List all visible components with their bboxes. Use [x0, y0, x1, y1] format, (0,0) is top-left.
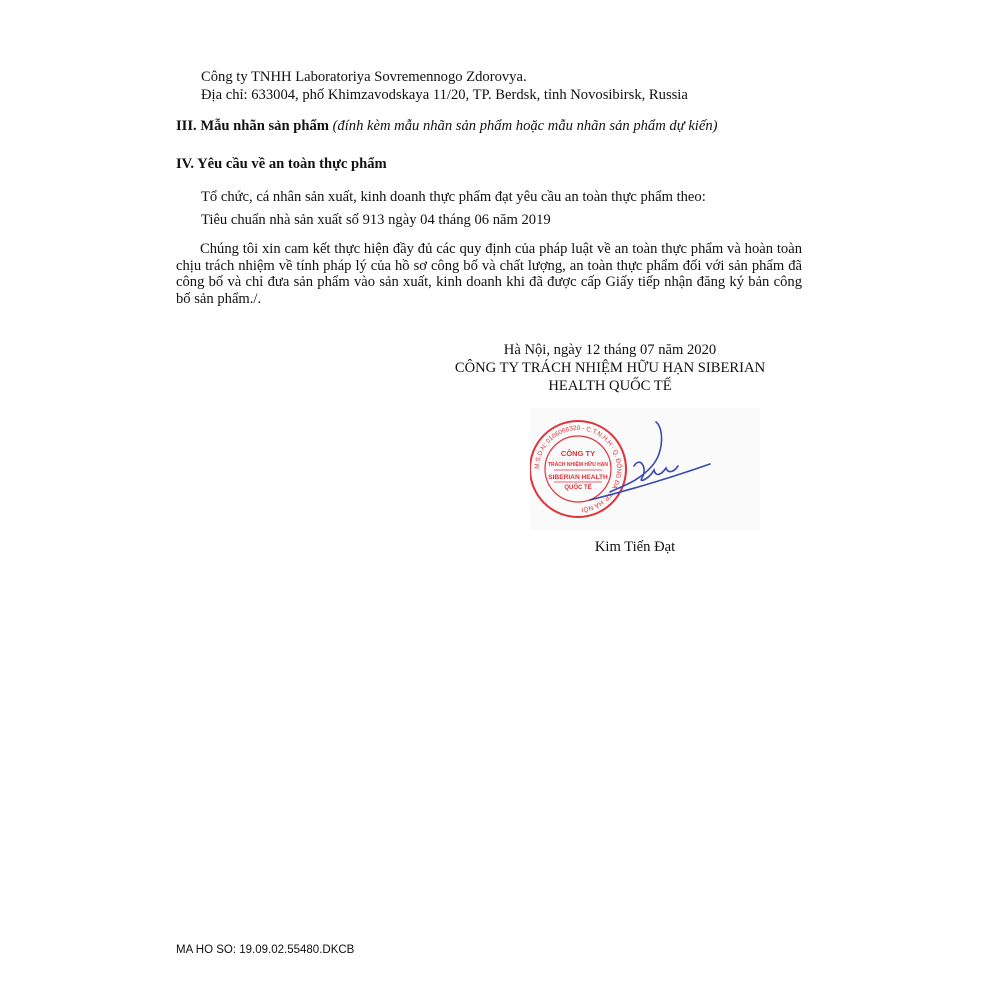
- stamp-signature-area: [530, 408, 760, 530]
- section3-heading-line: [176, 117, 717, 135]
- handwritten-signature: [590, 422, 710, 500]
- seal-line1: CÔNG TY: [560, 449, 596, 458]
- signer-name: Kim Tiến Đạt: [594, 539, 676, 555]
- section3-note: (đính kèm mẫu nhãn sản phẩm hoặc mẫu nhãn sản phẩm dự kiến): [332, 118, 718, 134]
- seal-ring-text: M.S.D.N: 0106066320 - C.T.N.H.H · Q. ĐỐNG ĐA - TP. HÀ NỘI: [533, 424, 623, 513]
- section4-heading: IV. Yêu cầu về an toàn thực phẩm: [176, 156, 387, 172]
- section4-line2: Tiêu chuẩn nhà sản xuất số 913 ngày 04 tháng 06 năm 2019: [201, 212, 551, 228]
- company-name-line1: CÔNG TY TRÁCH NHIỆM HỮU HẠN SIBERIAN: [454, 360, 766, 376]
- company-name-line2: HEALTH QUỐC TẾ: [548, 378, 672, 394]
- record-code: MA HO SO: 19.09.02.55480.DKCB: [176, 944, 355, 956]
- manufacturer-name: Công ty TNHH Laboratoriya Sovremennogo Zdorovya.: [201, 69, 527, 85]
- place-date: Hà Nội, ngày 12 tháng 07 năm 2020: [503, 342, 717, 358]
- manufacturer-address: Địa chỉ: 633004, phố Khimzavodskaya 11/20, TP. Berdsk, tỉnh Novosibirsk, Russia: [201, 87, 688, 103]
- section4-line1: Tổ chức, cá nhân sản xuất, kinh doanh thực phẩm đạt yêu cầu an toàn thực phẩm theo:: [201, 189, 706, 205]
- company-seal: [530, 408, 760, 530]
- seal-line2: TRÁCH NHIỆM HỮU HẠN: [548, 462, 608, 468]
- seal-line3: SIBERIAN HEALTH: [548, 474, 608, 481]
- section3-heading: III. Mẫu nhãn sản phẩm: [176, 118, 329, 134]
- commitment-paragraph: Chúng tôi xin cam kết thực hiện đầy đủ các quy định của pháp luật về an toàn thực phẩm và hoàn toàn chịu trách nhiệm về tính pháp lý của hồ sơ công bố và chất lượng, an toàn thực phẩm đối với sản phẩm đã công bố và chỉ đưa sản phẩm vào sản xuất, kinh doanh khi đã được cấp Giấy tiếp nhận đăng ký bản công bố sản phẩm./.: [176, 241, 802, 307]
- seal-line4: QUỐC TẾ: [564, 485, 592, 491]
